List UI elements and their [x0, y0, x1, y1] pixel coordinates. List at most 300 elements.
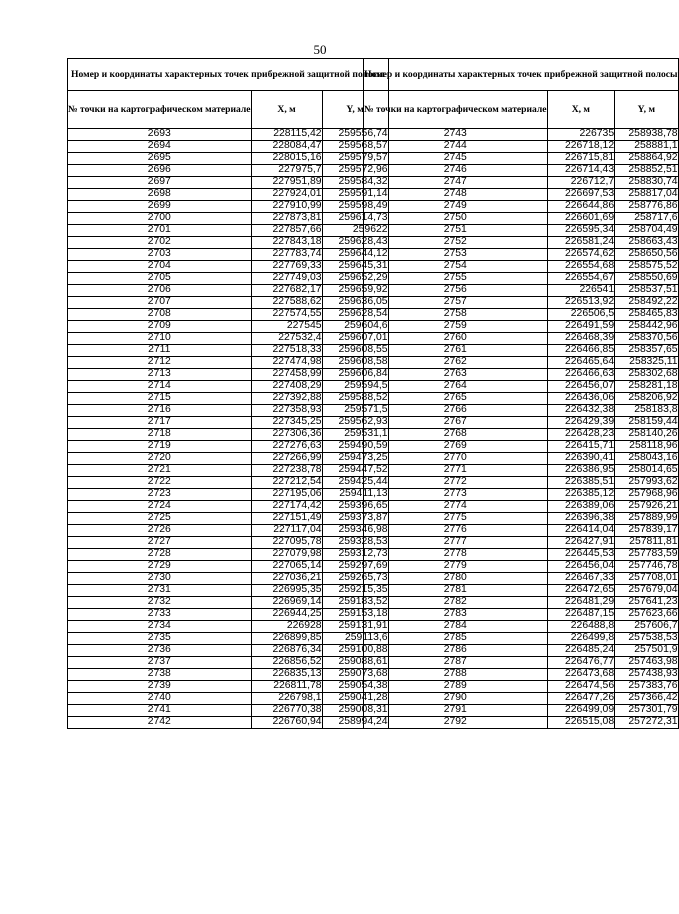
coordinates-table-right: [363, 58, 679, 729]
cell-x: 226468,39: [547, 333, 615, 345]
cell-x: 226488,8: [547, 621, 615, 633]
header-x: X, м: [251, 91, 322, 129]
cell-point-number: 2753: [364, 249, 548, 261]
cell-point-number: 2740: [68, 693, 252, 705]
header-x: X, м: [547, 91, 615, 129]
cell-y: 258550,69: [615, 273, 678, 285]
table-row: [68, 417, 389, 429]
coordinates-table-left: [67, 58, 389, 729]
cell-x: 227276,63: [251, 441, 322, 453]
cell-y: 259598,49: [322, 201, 388, 213]
cell-x: 226798,1: [251, 693, 322, 705]
cell-x: 226467,33: [547, 573, 615, 585]
cell-y: 259606,84: [322, 369, 388, 381]
table-row: [68, 597, 389, 609]
cell-point-number: 2734: [68, 621, 252, 633]
table-row: [364, 453, 679, 465]
table-row: [68, 141, 389, 153]
cell-x: 226714,43: [547, 165, 615, 177]
cell-point-number: 2743: [364, 129, 548, 141]
cell-x: 226390,41: [547, 453, 615, 465]
cell-x: 226473,68: [547, 669, 615, 681]
cell-y: 257538,53: [615, 633, 678, 645]
table-row: [364, 177, 679, 189]
cell-point-number: 2767: [364, 417, 548, 429]
cell-x: 227195,06: [251, 489, 322, 501]
table-row: [68, 201, 389, 213]
cell-y: 258281,18: [615, 381, 678, 393]
cell-x: 227345,25: [251, 417, 322, 429]
cell-x: 226386,95: [547, 465, 615, 477]
cell-point-number: 2704: [68, 261, 252, 273]
cell-y: 259584,32: [322, 177, 388, 189]
cell-point-number: 2777: [364, 537, 548, 549]
cell-x: 226770,38: [251, 705, 322, 717]
cell-x: 226969,14: [251, 597, 322, 609]
cell-x: 226899,85: [251, 633, 322, 645]
cell-point-number: 2709: [68, 321, 252, 333]
cell-y: 259041,28: [322, 693, 388, 705]
cell-y: 258357,65: [615, 345, 678, 357]
cell-x: 226811,78: [251, 681, 322, 693]
table-row: [364, 309, 679, 321]
cell-point-number: 2736: [68, 645, 252, 657]
cell-x: 226415,71: [547, 441, 615, 453]
cell-point-number: 2696: [68, 165, 252, 177]
cell-y: 259568,57: [322, 141, 388, 153]
cell-point-number: 2726: [68, 525, 252, 537]
cell-y: 258717,6: [615, 213, 678, 225]
cell-point-number: 2749: [364, 201, 548, 213]
table-row: [68, 213, 389, 225]
cell-point-number: 2745: [364, 153, 548, 165]
cell-x: 226466,85: [547, 345, 615, 357]
cell-x: 227574,55: [251, 309, 322, 321]
cell-y: 259411,13: [322, 489, 388, 501]
cell-y: 258206,92: [615, 393, 678, 405]
table-row: [68, 165, 389, 177]
table-row: [364, 585, 679, 597]
cell-y: 258852,51: [615, 165, 678, 177]
cell-x: 227951,89: [251, 177, 322, 189]
cell-point-number: 2699: [68, 201, 252, 213]
cell-y: 259054,38: [322, 681, 388, 693]
cell-y: 259183,52: [322, 597, 388, 609]
cell-point-number: 2770: [364, 453, 548, 465]
table-row: [364, 165, 679, 177]
header-point-number: № точки на картографическом материале: [68, 91, 252, 129]
cell-y: 259473,25: [322, 453, 388, 465]
table-row: [364, 441, 679, 453]
table-row: [68, 561, 389, 573]
cell-y: 258043,16: [615, 453, 678, 465]
cell-x: 226456,04: [547, 561, 615, 573]
cell-point-number: 2693: [68, 129, 252, 141]
table-row: [68, 153, 389, 165]
cell-x: 226515,08: [547, 717, 615, 729]
header-y: Y, м: [615, 91, 678, 129]
table-row: [364, 417, 679, 429]
table-row: [364, 225, 679, 237]
table-row: [68, 501, 389, 513]
table-row: [68, 345, 389, 357]
cell-point-number: 2697: [68, 177, 252, 189]
header-y: Y, м: [322, 91, 388, 129]
cell-y: 258325,11: [615, 357, 678, 369]
cell-x: 227532,4: [251, 333, 322, 345]
table-row: [364, 297, 679, 309]
table-title: Номер и координаты характерных точек прибрежной защитной полосы: [68, 59, 389, 91]
cell-point-number: 2763: [364, 369, 548, 381]
cell-y: 259073,68: [322, 669, 388, 681]
table-row: [68, 513, 389, 525]
cell-point-number: 2765: [364, 393, 548, 405]
table-row: [68, 189, 389, 201]
cell-x: 227749,03: [251, 273, 322, 285]
cell-x: 227151,49: [251, 513, 322, 525]
cell-point-number: 2761: [364, 345, 548, 357]
table-row: [68, 705, 389, 717]
cell-point-number: 2788: [364, 669, 548, 681]
table-row: [68, 633, 389, 645]
table-row: [68, 441, 389, 453]
cell-point-number: 2757: [364, 297, 548, 309]
cell-x: 226385,51: [547, 477, 615, 489]
cell-x: 227117,04: [251, 525, 322, 537]
cell-y: 257366,42: [615, 693, 678, 705]
cell-point-number: 2768: [364, 429, 548, 441]
cell-y: 258881,1: [615, 141, 678, 153]
cell-point-number: 2748: [364, 189, 548, 201]
cell-point-number: 2724: [68, 501, 252, 513]
cell-x: 226485,24: [547, 645, 615, 657]
cell-point-number: 2727: [68, 537, 252, 549]
cell-y: 257301,79: [615, 705, 678, 717]
cell-y: 257606,7: [615, 621, 678, 633]
cell-point-number: 2719: [68, 441, 252, 453]
table-row: [68, 669, 389, 681]
cell-y: 258302,68: [615, 369, 678, 381]
cell-x: 226835,13: [251, 669, 322, 681]
table-row: [364, 693, 679, 705]
cell-y: 259644,12: [322, 249, 388, 261]
cell-x: 228015,16: [251, 153, 322, 165]
table-row: [68, 549, 389, 561]
cell-x: 227306,36: [251, 429, 322, 441]
cell-y: 259373,87: [322, 513, 388, 525]
cell-y: 259447,52: [322, 465, 388, 477]
cell-point-number: 2787: [364, 657, 548, 669]
table-row: [364, 429, 679, 441]
table-row: [364, 705, 679, 717]
table-row: [364, 513, 679, 525]
cell-y: 257746,78: [615, 561, 678, 573]
cell-y: 259645,31: [322, 261, 388, 273]
cell-point-number: 2710: [68, 333, 252, 345]
cell-y: 257463,98: [615, 657, 678, 669]
cell-x: 226715,81: [547, 153, 615, 165]
cell-y: 258442,96: [615, 321, 678, 333]
cell-y: 258140,26: [615, 429, 678, 441]
cell-y: 259562,93: [322, 417, 388, 429]
cell-point-number: 2739: [68, 681, 252, 693]
cell-y: 258994,24: [322, 717, 388, 729]
cell-x: 226436,06: [547, 393, 615, 405]
cell-y: 258537,51: [615, 285, 678, 297]
table-row: [364, 489, 679, 501]
table-row: [364, 321, 679, 333]
cell-point-number: 2694: [68, 141, 252, 153]
table-row: [68, 225, 389, 237]
cell-x: 227975,7: [251, 165, 322, 177]
cell-y: 259628,54: [322, 309, 388, 321]
cell-y: 259556,74: [322, 129, 388, 141]
cell-point-number: 2723: [68, 489, 252, 501]
cell-x: 226445,53: [547, 549, 615, 561]
cell-point-number: 2705: [68, 273, 252, 285]
cell-point-number: 2773: [364, 489, 548, 501]
cell-x: 226718,12: [547, 141, 615, 153]
cell-x: 228084,47: [251, 141, 322, 153]
cell-point-number: 2790: [364, 693, 548, 705]
table-row: [364, 501, 679, 513]
cell-x: 227783,74: [251, 249, 322, 261]
table-row: [364, 645, 679, 657]
cell-point-number: 2728: [68, 549, 252, 561]
cell-point-number: 2754: [364, 261, 548, 273]
table-row: [68, 405, 389, 417]
cell-y: 258776,86: [615, 201, 678, 213]
cell-point-number: 2792: [364, 717, 548, 729]
cell-x: 226456,07: [547, 381, 615, 393]
cell-y: 258938,78: [615, 129, 678, 141]
cell-point-number: 2700: [68, 213, 252, 225]
table-row: [68, 369, 389, 381]
cell-x: 226554,68: [547, 261, 615, 273]
table-row: [68, 333, 389, 345]
table-row: [68, 237, 389, 249]
cell-x: 227769,33: [251, 261, 322, 273]
cell-point-number: 2698: [68, 189, 252, 201]
cell-point-number: 2708: [68, 309, 252, 321]
cell-point-number: 2756: [364, 285, 548, 297]
cell-x: 226466,63: [547, 369, 615, 381]
cell-point-number: 2779: [364, 561, 548, 573]
cell-y: 258183,8: [615, 405, 678, 417]
cell-x: 227924,01: [251, 189, 322, 201]
table-row: [68, 285, 389, 297]
cell-point-number: 2730: [68, 573, 252, 585]
cell-x: 227910,99: [251, 201, 322, 213]
cell-x: 226427,91: [547, 537, 615, 549]
cell-point-number: 2725: [68, 513, 252, 525]
cell-x: 226541: [547, 285, 615, 297]
cell-y: 259614,73: [322, 213, 388, 225]
cell-x: 226574,62: [547, 249, 615, 261]
cell-y: 259396,65: [322, 501, 388, 513]
table-row: [364, 537, 679, 549]
cell-x: 227588,62: [251, 297, 322, 309]
cell-point-number: 2783: [364, 609, 548, 621]
cell-y: 259100,88: [322, 645, 388, 657]
cell-point-number: 2712: [68, 357, 252, 369]
cell-x: 226491,59: [547, 321, 615, 333]
table-row: [68, 465, 389, 477]
table-row: [68, 525, 389, 537]
cell-y: 259594,5: [322, 381, 388, 393]
table-row: [364, 669, 679, 681]
table-row: [364, 633, 679, 645]
cell-y: 259608,55: [322, 345, 388, 357]
cell-y: 259088,61: [322, 657, 388, 669]
table-row: [364, 129, 679, 141]
cell-point-number: 2776: [364, 525, 548, 537]
cell-point-number: 2717: [68, 417, 252, 429]
cell-x: 226712,7: [547, 177, 615, 189]
cell-x: 228115,42: [251, 129, 322, 141]
cell-y: 258864,92: [615, 153, 678, 165]
cell-x: 226944,25: [251, 609, 322, 621]
cell-y: 259153,18: [322, 609, 388, 621]
cell-y: 259113,6: [322, 633, 388, 645]
table-row: [68, 393, 389, 405]
cell-y: 257889,99: [615, 513, 678, 525]
cell-point-number: 2760: [364, 333, 548, 345]
cell-point-number: 2782: [364, 597, 548, 609]
cell-point-number: 2755: [364, 273, 548, 285]
cell-x: 227458,99: [251, 369, 322, 381]
cell-x: 226476,77: [547, 657, 615, 669]
cell-x: 226595,34: [547, 225, 615, 237]
cell-y: 257993,62: [615, 477, 678, 489]
table-row: [364, 405, 679, 417]
table-row: [364, 285, 679, 297]
table-row: [364, 189, 679, 201]
cell-x: 226414,04: [547, 525, 615, 537]
cell-point-number: 2750: [364, 213, 548, 225]
header-point-number: № точки на картографическом материале: [364, 91, 548, 129]
cell-y: 257679,04: [615, 585, 678, 597]
cell-y: 259265,73: [322, 573, 388, 585]
cell-y: 259346,98: [322, 525, 388, 537]
cell-x: 226432,38: [547, 405, 615, 417]
table-row: [364, 561, 679, 573]
cell-point-number: 2744: [364, 141, 548, 153]
cell-point-number: 2758: [364, 309, 548, 321]
table-row: [364, 273, 679, 285]
cell-point-number: 2752: [364, 237, 548, 249]
cell-point-number: 2785: [364, 633, 548, 645]
table-row: [364, 369, 679, 381]
cell-x: 226465,64: [547, 357, 615, 369]
cell-point-number: 2766: [364, 405, 548, 417]
cell-point-number: 2718: [68, 429, 252, 441]
cell-point-number: 2762: [364, 357, 548, 369]
cell-x: 226856,52: [251, 657, 322, 669]
cell-point-number: 2781: [364, 585, 548, 597]
cell-point-number: 2786: [364, 645, 548, 657]
table-row: [364, 717, 679, 729]
cell-point-number: 2742: [68, 717, 252, 729]
cell-point-number: 2735: [68, 633, 252, 645]
cell-y: 258830,74: [615, 177, 678, 189]
table-row: [68, 477, 389, 489]
cell-y: 259312,73: [322, 549, 388, 561]
cell-point-number: 2720: [68, 453, 252, 465]
cell-x: 226429,39: [547, 417, 615, 429]
table-row: [364, 597, 679, 609]
table-row: [364, 657, 679, 669]
table-row: [68, 429, 389, 441]
cell-x: 226697,53: [547, 189, 615, 201]
cell-point-number: 2778: [364, 549, 548, 561]
cell-point-number: 2746: [364, 165, 548, 177]
cell-point-number: 2751: [364, 225, 548, 237]
table-row: [68, 381, 389, 393]
cell-y: 259591,14: [322, 189, 388, 201]
cell-point-number: 2706: [68, 285, 252, 297]
cell-y: 258492,22: [615, 297, 678, 309]
cell-x: 227358,93: [251, 405, 322, 417]
cell-point-number: 2722: [68, 477, 252, 489]
table-row: [364, 525, 679, 537]
table-row: [68, 621, 389, 633]
cell-y: 257501,9: [615, 645, 678, 657]
cell-x: 226481,29: [547, 597, 615, 609]
cell-x: 227843,18: [251, 237, 322, 249]
cell-y: 258575,52: [615, 261, 678, 273]
table-row: [68, 453, 389, 465]
cell-y: 258465,83: [615, 309, 678, 321]
cell-y: 259215,35: [322, 585, 388, 597]
table-row: [364, 381, 679, 393]
cell-point-number: 2780: [364, 573, 548, 585]
cell-x: 226581,24: [547, 237, 615, 249]
cell-point-number: 2695: [68, 153, 252, 165]
cell-x: 226513,92: [547, 297, 615, 309]
cell-point-number: 2738: [68, 669, 252, 681]
table-title: Номер и координаты характерных точек прибрежной защитной полосы: [364, 59, 679, 91]
cell-point-number: 2772: [364, 477, 548, 489]
cell-point-number: 2759: [364, 321, 548, 333]
cell-point-number: 2774: [364, 501, 548, 513]
cell-y: 257272,31: [615, 717, 678, 729]
cell-x: 227212,54: [251, 477, 322, 489]
cell-y: 259652,29: [322, 273, 388, 285]
cell-y: 258704,49: [615, 225, 678, 237]
cell-x: 226506,5: [547, 309, 615, 321]
cell-y: 259636,05: [322, 297, 388, 309]
cell-y: 257926,21: [615, 501, 678, 513]
cell-x: 226487,15: [547, 609, 615, 621]
cell-y: 259579,57: [322, 153, 388, 165]
cell-point-number: 2784: [364, 621, 548, 633]
cell-y: 259572,96: [322, 165, 388, 177]
table-row: [68, 573, 389, 585]
cell-point-number: 2707: [68, 297, 252, 309]
table-row: [68, 693, 389, 705]
cell-point-number: 2733: [68, 609, 252, 621]
table-row: [364, 357, 679, 369]
cell-x: 227392,88: [251, 393, 322, 405]
cell-point-number: 2721: [68, 465, 252, 477]
table-row: [68, 657, 389, 669]
table-row: [68, 249, 389, 261]
cell-y: 257641,23: [615, 597, 678, 609]
cell-point-number: 2703: [68, 249, 252, 261]
cell-y: 258370,56: [615, 333, 678, 345]
cell-x: 227266,99: [251, 453, 322, 465]
